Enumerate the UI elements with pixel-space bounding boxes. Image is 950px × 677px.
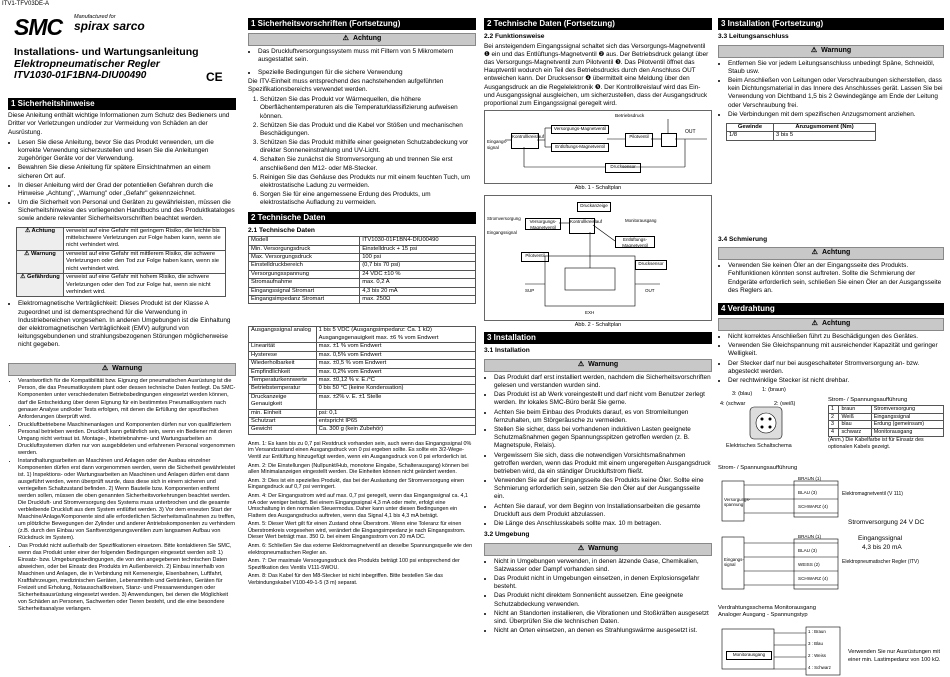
subsection-3-4: 3.4 Schmierung (718, 235, 768, 243)
table-row (249, 245, 476, 253)
table-row (249, 417, 476, 425)
table-cell: Versorgungsspannung (249, 270, 360, 278)
list-item: • Das Produkt nicht außerhalb der Spezifikationen einsetzen. Bitte kontaktieren Sie SMC, wenn das Produkt unter einer der folgenden Bedingungen eingesetzt werden soll: 1) Einsatz- bzw. Umgebungsbedingungen, die von den angegebenen technischen Daten abweichen, oder bei Einsatz des Produkts im Außenbereich. 2) Einbau innerhalb von Maschinen und Anlagen, die in Verbindung mit Kernenergie, Eisenbahnen, Luftfahrt, Kraftfahrzeugen, medizinischen Geräten, Lebensmitteln und Getränken, Geräten für Freizeit und Erholung, Notausschaltkreisen, Stanz- und Pressanwendungen oder Sicherheitsausrüstung eingesetzt werden. 3) Anwendungen, bei denen die Möglichkeit von Schäden an Personen, Sachwerten oder Tieren besteht, und die eine besondere Sicherheitsanalyse verlangen. (18, 543, 236, 613)
pin-4-label: 4: (schwar (720, 401, 746, 408)
spacer (718, 141, 944, 233)
list-item: • Der Stecker darf nur bei ausgeschalteter Stromversorgung an- bzw. abgesteckt werden. (728, 360, 944, 376)
connector-area (718, 387, 944, 455)
out-label: OUT (685, 129, 696, 136)
special-conditions (248, 69, 476, 77)
warning-triangle-icon: ⚠ (811, 249, 818, 257)
note: Anm. 7: Der maximale Versorgungsdruck des Produkts beträgt 100 psi entsprechend der Spezifikation des Ventils V111-5WOU. (248, 558, 460, 571)
input-signal-text: Eingangssignal (858, 534, 903, 542)
list-item: • Stellen Sie sicher, dass bei vorhandenen induktiven Lasten geeignete Schutzmaßnahmen gegen Spannungsspitzen getroffen werden (z. B. Magnetspule, Relais). (494, 426, 712, 451)
table-row (249, 376, 476, 384)
manufactured-for-text: Manufactured for (74, 14, 116, 20)
section-3-cont-heading: 3 Installation (Fortsetzung) (718, 18, 944, 30)
table-cell: 2 (829, 413, 839, 421)
monitor-wiring-subtitle: Analoger Ausgang - Spannungstyp (718, 612, 808, 619)
wire-table-title: Strom- / Spannungsaufführung (828, 397, 908, 404)
table-cell: Modell (249, 237, 360, 245)
table-cell: Einstelldruck + 15 psi (360, 245, 476, 253)
list-item: • Elektromagnetische Verträglichkeit: Dieses Produkt ist der Klasse A zugeordnet und ist dementsprechend für die Verwendung in Industriebereichen vorgesehen. In anderen Umgebungen ist die Einhaltung der elektromagnetischen Verträglichkeit (EMV) aufgrund von leitungsgebundenen und strahlungsbezogenen Störungen möglicherweise nicht gegeben. (18, 300, 236, 349)
section-4-heading: 4 Verdrahtung (718, 303, 944, 315)
note: Anm. 2: Die Einstellungen (Nullpunkt/Hub, monotone Eingabe, Schalterausgang) können bei allen Minimalanzeigen eingestellt werden. Die Einheiten können nicht geändert werden. (248, 462, 469, 476)
table-cell: Stromaufnahme (249, 279, 360, 287)
wire-table (828, 405, 944, 438)
section-1-cont-heading: 1 Sicherheitsvorschriften (Fortsetzung) (248, 18, 476, 30)
list-item: • Vergewissern Sie sich, dass die notwendigen Vorsichtsmaßnahmen getroffen werden, wenn das Produkt mit einem ungeregelten Ausgangsdruck betrieben wird, da ein ständiger Druckluftstrom fließt. (494, 452, 712, 477)
table-row (249, 254, 476, 262)
table-cell: 1 (829, 405, 839, 413)
table-cell: 24 VDC ±10 % (360, 270, 476, 278)
table-cell: max. 0,2% vom Endwert (316, 368, 475, 376)
subsection-3-1: 3.1 Installation (484, 347, 530, 355)
smc-logo: SMC (14, 14, 63, 40)
table-row (249, 368, 476, 376)
table-row (17, 274, 226, 297)
table-cell: ITV1030-01F1BN4-DIU00490 (360, 237, 476, 245)
exhaust-valve-box: Entlüftungs-Magnetventil (551, 143, 609, 152)
installation-warnings (484, 374, 712, 528)
table-cell: Monitorausgang (871, 429, 943, 437)
table-cell: Hysterese (249, 351, 317, 359)
doc-title: Installations- und Wartungsanleitung (14, 46, 199, 58)
warning-triangle-icon: ⚠ (810, 46, 818, 54)
pin-1-label: 1: (braun) (762, 387, 786, 394)
list-item: • Bewahren Sie diese Anleitung für spätere Einsichtnahmen an einem sicheren Ort auf. (18, 164, 236, 180)
table-cell: 4 (829, 429, 839, 437)
table-cell: 100 psi (360, 254, 476, 262)
power-supply-label: Stromversorgung (487, 216, 521, 222)
table-cell: Ausgangssignal analog (249, 327, 317, 343)
wire-label: WEISS (2) (798, 561, 820, 567)
note: Anm. 5: Dieser Wert gilt für einen Zustand ohne Überstrom. Wenn eine Toleranz für einen Überstromkreis vorgesehen wird, verändert die Eingangsimpedanz je nach Eingangsstrom. Dieser Wert beträgt max. 350 Ω. bei einem Eingangsstrom von 20 mA DC. (248, 521, 466, 541)
solenoid-valve-label: Elektromagnetventil (V 111) (842, 490, 903, 497)
table-row (249, 385, 476, 393)
monitor-pin: 4 : Schwarz (808, 665, 831, 671)
table-row (727, 123, 876, 131)
list-item: 5. Reinigen Sie das Gehäuse des Produkts nur mit einem feuchten Tuch, um elektrostatische Ladung zu vermeiden. (260, 174, 476, 190)
list-item: 3. Schützen Sie das Produkt mithilfe einer geeigneten Schutzabdeckung vor direkter Sonneneinstrahlung und UV-Licht. (260, 139, 476, 155)
model-number: ITV1030-01F1BN4-DIU00490 (14, 70, 147, 81)
schematic-figure-2 (484, 195, 712, 321)
wiring-diagram (718, 473, 944, 601)
list-item: • Lesen Sie diese Anleitung, bevor Sie das Produkt verwenden, um die korrekte Verwendung sicherzustellen und lesen Sie die Anleitungen zugehöriger Geräte vor der Verwendung. (18, 139, 236, 164)
wire-label: BRAUN (1) (798, 475, 821, 481)
warning-bar: ⚠ Warnung (484, 543, 712, 556)
table-row (829, 413, 944, 421)
table-cell: max. 0,5% vom Endwert (316, 351, 475, 359)
list-item: • Verantwortlich für die Kompatibilität bzw. Eignung der pneumatischen Ausrüstung ist die Person, die das Pneumatiksystem plant oder dessen technische Daten festlegt. Da SMC-Komponenten unter verschiedensten Betriebsbedingungen eingesetzt werden können, darf die Entscheidung über deren Eignung für ein bestimmtes Pneumatiksystem nach genauer Analyse und/oder Tests erfolgen, mit denen die Erfüllung der spezifischen Anforderungen überprüft wird. (18, 378, 236, 420)
emv-note (8, 300, 236, 349)
lubrication-list (718, 262, 944, 295)
table-row (249, 360, 476, 368)
table-header: Gewinde (727, 123, 774, 131)
supply-valve-box: Versorgungs-Magnetventil (525, 218, 561, 230)
column-4 (718, 16, 944, 671)
table-cell: Betriebstemperatur (249, 385, 317, 393)
list-item: • Verwenden Sie keinen Öler an der Eingangsseite des Produkts. Fehlfunktionen könnten sonst auftreten. Sollte die Schmierung der Endgeräte erforderlich sein, schließen Sie einen Öler an der Ausgangsseite des Reglers an. (728, 262, 944, 295)
input-signal-short-label: Eingangs-signal (724, 556, 744, 568)
table-cell: min. Einheit (249, 409, 317, 417)
section-2-cont-heading: 2 Technische Daten (Fortsetzung) (484, 18, 712, 30)
list-item: 6. Sorgen Sie für eine angemessene Erdung des Produkts, um elektrostatische Aufladung zu vermeiden. (260, 191, 476, 207)
wire-label: BLAU (3) (798, 489, 817, 495)
subsection-2-1: 2.1 Technische Daten (248, 226, 315, 234)
special-list (248, 96, 476, 207)
wire-label: SCHWARZ (4) (798, 503, 828, 509)
section-3-heading: 3 Installation (484, 332, 712, 344)
list-item: 1. Schützen Sie das Produkt vor Wärmequellen, die höhere Oberflächentemperaturen als die Temperaturklassifizierung aufweisen können. (260, 96, 476, 121)
table-row (829, 429, 944, 437)
list-item: • Verwenden Sie auf der Eingangsseite des Produkts keine Öler. Sollte eine Schmierung erforderlich sein, setzen Sie den Öler auf der Ausgangsseite ein. (494, 477, 712, 502)
list-item: • Der rechtwinklige Stecker ist nicht drehbar. (728, 377, 944, 385)
subsection-2-2: 2.2 Funktionsweise (484, 33, 545, 41)
table-row (249, 279, 476, 287)
caution-list (248, 48, 476, 64)
warning-bar: ⚠ Warnung (484, 359, 712, 372)
table-cell: Druckanzeige Genauigkeit (249, 393, 317, 409)
warning-list (8, 378, 236, 613)
caution-bar: ⚠ Achtung (248, 33, 476, 46)
signal-label: ⚠ Warnung (17, 250, 64, 273)
list-item: • Nicht in Umgebungen verwenden, in denen ätzende Gase, Chemikalien, Salzwasser oder Dampf vorhanden sind. (494, 558, 712, 574)
table-cell: Min. Versorgungsdruck (249, 245, 360, 253)
table-cell: 3 bis 5 (774, 132, 876, 140)
list-item: • Druckluftbetriebene Maschinenanlagen und Komponenten dürfen nur von qualifiziertem Personal betrieben werden. Druckluft kann gefährlich sein, wenn ein Bediener mit deren Umgang nicht vertraut ist. Montage-, Inbetriebnahme- und Wartungsarbeiten an Druckluftsystemen dürfen nur von ausgebildeten und erfahrenen Personal vorgenommen werden. (18, 422, 236, 457)
environment-warnings (484, 558, 712, 636)
list-item: 4. Schalten Sie zunächst die Stromversorgung ab und trennen Sie erst anschließend den M12- oder M8-Stecker. (260, 156, 476, 172)
table-cell: Weiß (839, 413, 871, 421)
table-cell: Eingangssignal (871, 413, 943, 421)
table-cell: Temperaturkennwerte (249, 376, 317, 384)
note: Anm. 1: Es kann bis zu 0,7 psi Restdruck vorhanden sein, auch wenn das Eingangssignal 0% im Versandzustand einen Ausgangsdruck von 0 psi ergeben sollte. Es sollte ein 3/2-Wege-Ventil zur Entlüftung hinzugefügt werden, wenn ein Ausgangsdruck von 0 psi erforderlich ist. (248, 440, 472, 460)
spirax-logo (74, 14, 145, 33)
table-cell: Wiederholbarkeit (249, 360, 317, 368)
list-item: • Verwenden Sie Gleichspannung mit ausreichender Kapazität und geringer Welligkeit. (728, 342, 944, 358)
svg-text:OUT: OUT (645, 288, 655, 294)
table-row (17, 250, 226, 273)
spec-table-1 (248, 236, 476, 304)
exhaust-valve-box: Entlüftungs-Magnetventil (615, 236, 655, 248)
column-2 (248, 16, 476, 667)
supply-voltage-label: Versorgungs-spannung (724, 496, 751, 508)
list-item: • Das Produkt nicht in Umgebungen einsetzen, in denen Explosionsgefahr besteht. (494, 575, 712, 591)
wiring-lines (718, 473, 944, 601)
table-row (249, 327, 476, 343)
supply-valve-box: Versorgungs-Magnetventil (551, 125, 609, 134)
table-row (249, 262, 476, 270)
table-header: Anzugsmoment (Nm) (774, 123, 876, 131)
table-row (249, 296, 476, 304)
list-item: • Die Verbindungen mit dem spezifischen Anzugsmoment anziehen. (728, 111, 944, 119)
safety-bullets (8, 139, 236, 224)
figure-2-caption: Abb. 2 - Schaltplan (574, 322, 622, 329)
warning-triangle-icon: ⚠ (811, 320, 818, 328)
section-2-heading: 2 Technische Daten (248, 212, 476, 224)
supply-24v-label: Stromversorgung 24 V DC (848, 518, 925, 526)
warning-triangle-icon: ⚠ (577, 544, 585, 552)
monitor-pin: 2 : Weiss (808, 653, 826, 659)
signal-text: verweist auf eine Gefahr mit mittlerem Risiko, die schwere Verletzungen oder den Tod zur Folge haben kann, wenn sie nicht verhindert wird. (64, 250, 226, 273)
pressure-sensor-box: Drucksensor (605, 163, 641, 173)
table-cell: braun (839, 405, 871, 413)
table-row (249, 270, 476, 278)
supply-pressure-label: Betriebsdruck (615, 114, 645, 120)
warning-triangle-icon: ⚠ (577, 360, 585, 368)
list-item: • Spezielle Bedingungen für die sichere Verwendung (258, 69, 476, 77)
list-item: • Entfernen Sie vor jedem Leitungsanschluss unbedingt Späne, Schneidöl, Staub usw. (728, 60, 944, 76)
table-row (727, 132, 876, 140)
wire-note: (Anm.) Die Kabelfarbe ist für Einsatz des optionalen Kabels gezeigt. (828, 437, 924, 450)
valve-body-drawing (485, 196, 713, 320)
table-cell: max. ±0,5 % vom Endwert (316, 360, 475, 368)
table-cell: (0,7 bis 70 psi) (360, 262, 476, 270)
column-1 (8, 96, 236, 667)
torque-table (726, 123, 876, 141)
doc-subtitle: Elektropneumatischer Regler (14, 58, 160, 70)
table-row (249, 426, 476, 434)
monitor-note: Verwenden Sie nur Ausrüstungen mit einer min. Lastimpedanz von 100 kΩ. (848, 649, 941, 663)
table-cell: Stromversorgung (871, 405, 943, 413)
signal-label: ⚠ Gefährdung (17, 274, 64, 297)
schematic-lines (485, 111, 713, 183)
pilot-valve-box: Pilotventil (521, 252, 549, 262)
list-item: • Achten Sie darauf, vor dem Beginn von Installationsarbeiten die gesamte Druckluft aus dem Produkt abzulassen. (494, 503, 712, 519)
signal-word-table (16, 227, 226, 298)
table-cell: max. 0,2 A (360, 279, 476, 287)
list-item: • Nicht an Standorten installieren, die Vibrationen und Stoßkräften ausgesetzt sind. Überprüfen Sie die technischen Daten. (494, 610, 712, 626)
table-row (829, 405, 944, 413)
caution-bar: ⚠ Achtung (718, 318, 944, 331)
list-item: • Das Produkt darf erst installiert werden, nachdem die Sicherheitsvorschriften gelesen und verstanden wurden sind. (494, 374, 712, 390)
list-item: • Achten Sie beim Einbau des Produkts darauf, es von Stromleitungen fernzuhalten, um Störgeräusche zu vermeiden. (494, 409, 712, 425)
partner-name: spirax sarco (74, 19, 145, 34)
ce-mark: CE (206, 70, 223, 84)
list-item: • Nicht korrektes Anschließen führt zu Beschädigungen des Gerätes. (728, 333, 944, 341)
monitor-diagram (718, 619, 944, 677)
table-cell: blau (839, 421, 871, 429)
table-cell: 4,3 bis 20 mA (360, 287, 476, 295)
table-row (17, 227, 226, 250)
input-signal-range: 4,3 bis 20 mA (862, 543, 902, 551)
svg-text:SUP: SUP (525, 288, 535, 294)
table-cell: 3 (829, 421, 839, 429)
table-cell: Gewicht (249, 426, 317, 434)
table-row (249, 351, 476, 359)
list-item: 2. Schützen Sie das Produkt und die Kabel vor Stößen und mechanischen Beschädigungen. (260, 122, 476, 138)
table-row (829, 421, 944, 429)
signal-text: verweist auf eine Gefahr mit geringem Risiko, die leichte bis mittelschwere Verletzungen zur Folge haben kann, wenn sie nicht verhindert wird. (64, 227, 226, 250)
warning-triangle-icon: ⚠ (24, 227, 32, 234)
list-item: • Das Druckluftversorgungssystem muss mit Filtern von 5 Mikrometern ausgestattet sein. (258, 48, 476, 64)
special-intro: Die ITV-Einheit muss entsprechend des nachstehenden aufgeführten Spezifikationsbereichs verwendet werden. (248, 77, 444, 93)
table-cell: max. ±0,12 % v. E./°C (316, 376, 475, 384)
piping-warnings (718, 60, 944, 119)
schematic-figure-1 (484, 110, 712, 184)
wire-table-block (828, 397, 944, 451)
list-item: • Instandhaltungsarbeiten an Maschinen und Anlagen oder der Ausbau einzelner Komponenten dürfen erst dann vorgenommen werden, wenn die Sicherheit gewährleistet ist. 1) Inspektions- oder Wartungsarbeiten an Maschinen und Anlagen dürfen erst dann ausgeführt werden, wenn überprüft wurde, dass diese sich in einem sicheren und verriegelten Schaltzustand befinden. 2) Wenn Bauteile bzw. Komponenten entfernt werden sollen, müssen die oben genannten Sicherheitsvorkehrungen beachtet werden. Die Druckluft- und Stromversorgung des Systems muss unterbrochen und die gesamte verbleibende Druckluft aus dem System entlüftet werden. 3) Vor dem erneuten Start der Maschine/Anlage/Komponente sind alle erforderlichen Sicherheitsmaßnahmen zu treffen, um plötzliche Bewegungen der Zylinder und anderer Antriebskomponenten zu verhindern (z.B. durch den Einbau von Sanftverzögerungsventilen zum langsamen Aufbau von Rückdruck im System). (18, 458, 236, 542)
table-cell: schwarz (839, 429, 871, 437)
subsection-3-3: 3.3 Leitungsanschluss (718, 33, 789, 41)
table-row (249, 409, 476, 417)
list-item: • In dieser Anleitung wird der Grad der potentiellen Gefahren durch die Hinweise „Achtung", „Warnung" oder „Gefahr" gekennzeichnet. (18, 182, 236, 198)
table-cell: max. 250Ω (360, 296, 476, 304)
table-cell: max. ±2% v. E. ±1 Stelle (316, 393, 475, 409)
table-cell: Linearität (249, 343, 317, 351)
table-cell: Schutzart (249, 417, 317, 425)
table-cell: Einstelldruckbereich (249, 262, 360, 270)
svg-text:EXH: EXH (585, 310, 595, 316)
pilot-valve-box: Pilotventil (625, 133, 653, 147)
table-cell: max. ±1 % vom Endwert (316, 343, 475, 351)
column-3 (484, 16, 712, 667)
table-row (249, 393, 476, 409)
warning-triangle-icon: ⚠ (101, 365, 109, 373)
monitor-pin: 3 : Blau (808, 641, 823, 647)
table-row (249, 343, 476, 351)
warning-triangle-icon: ⚠ (20, 274, 27, 281)
control-circuit-box: Kontrollkreislauf (569, 218, 595, 234)
list-item: • Das Produkt ist ab Werk voreingestellt und darf nicht vom Benutzer zerlegt werden. Ihr lokales SMC-Büro berät Sie gerne. (494, 391, 712, 407)
table-cell: Ca. 300 g (kein Zubehör) (316, 426, 475, 434)
pin-2-label: 2: (weiß) (774, 401, 796, 408)
caution-bar: ⚠ Achtung (718, 247, 944, 260)
table-cell: entspricht IP65 (316, 417, 475, 425)
list-item: • Nicht an Orten einsetzen, an denen es Strahlungswärme ausgesetzt ist. (494, 627, 712, 635)
table-cell: Empfindlichkeit (249, 368, 317, 376)
pressure-sensor-box: Drucksensor (635, 260, 667, 270)
table-row (249, 287, 476, 295)
function-text: Bei ansteigendem Eingangssignal schaltet sich das Versorgungs-Magnetventil ❶ ein und das Entlüftungs-Magnetventil ❷ aus. Der Betriebsdruck gelangt über das Versorgungs-Magnetventil zum Pilotventil ❸. Das Pilotventil öffnet das Hauptventil wodurch ein Teil des Betriebsdrucks durch den Anschluss OUT entweichen kann. Der Drucksensor ❹ übermittelt eine Meldung über den Ausgangsdruck an die Regelelektronik ❺. Der Kontrollkreislauf wird das Ein- und Ausgangssignal ausgleichen, um sicherzustellen, dass der Ausgangsdruck proportional zum Eingangssignal geregelt wird. (484, 42, 709, 107)
table-cell: Eingangsimpedanz Stromart (249, 296, 360, 304)
connector-caption: Elektrisches Schaltschema (726, 443, 792, 450)
table-cell: 1 bis 5 VDC (Ausgangsimpedanz: Ca. 1 kΩ) Ausgangsgenauigkeit max. ±6 % vom Endwert (316, 327, 475, 343)
subsection-3-2: 3.2 Umgebung (484, 531, 530, 539)
table-cell: Max. Versorgungsdruck (249, 254, 360, 262)
list-item: • Beim Anschließen von Leitungen oder Verschraubungen sicherstellen, dass kein Dichtungsmaterial in das Innere des Anschlusses gerät. Lassen Sie bei Verwendung von Dichtband 1,5 bis 2 Gewindegänge am Ende der Leitung oder Verschraubung frei. (728, 77, 944, 110)
table-row (249, 237, 476, 245)
table-cell: Eingangssignal Stromart (249, 287, 360, 295)
control-circuit-box: Kontrollkreislauf (511, 133, 539, 149)
table-cell: psi: 0,1 (316, 409, 475, 417)
wiring-cautions (718, 333, 944, 385)
wire-label: SCHWARZ (4) (798, 575, 828, 581)
pin-3-label: 3: (blau) (732, 391, 753, 398)
wiring-diagram-title: Strom- / Spannungsaufführung (718, 465, 798, 472)
spec-table-2 (248, 326, 476, 434)
monitor-output-label: Monitorausgang (625, 218, 657, 224)
section-1-heading: 1 Sicherheitshinweise (8, 98, 236, 110)
regulator-label: Elektropneumatischer Regler (ITV) (842, 558, 919, 565)
warning-triangle-icon: ⚠ (24, 250, 31, 257)
note: Anm. 3: Dies ist ein spezielles Produkt, das bei der Auslastung der Stromversorgung einen Eingangsdruck auf 0,7 psi verringert. (248, 477, 465, 491)
monitor-wiring-title: Verdrahtungsschema Monitorausgang (718, 604, 816, 611)
table-cell: 0 bis 50 °C (keine Kondensation) (316, 385, 475, 393)
monitor-output-box: Monitorausgang (726, 651, 772, 660)
input-signal-label: Eingangs-signal (487, 139, 508, 150)
list-item: • Die Länge des Anschlusskabels sollte max. 10 m betragen. (494, 520, 712, 528)
input-signal-label: Eingangssignal (487, 230, 517, 236)
table-cell: 1/8 (727, 132, 774, 140)
signal-text: verweist auf eine Gefahr mit hohem Risiko, die schwere Verletzungen oder den Tod zur Folge hat, wenn sie nicht verhindert wird. (64, 274, 226, 297)
document-code: ITV1-TFV03DE-A (2, 1, 50, 7)
note: Anm. 4: Der Eingangsstrom wird auf max. 0,7 psi geregelt, wenn das Eingangssignal ca. 4,1 mA oder weniger beträgt. Bei einem Eingangssignal 4,3 mA oder mehr, erfolgt eine Umschaltung in den normalen Steuermodus. Daher kann unter diesen Bedingungen ein Flattern des Ausgangsdrucks auftreten, wenn das Signal 4,1 bis 4,3 mA beträgt. (248, 492, 468, 519)
figure-1-caption: Abb. 1 - Schaltplan (574, 185, 622, 192)
warning-bar: ⚠ Warnung (718, 45, 944, 58)
note: Anm. 8: Das Kabel für den M8-Stecker ist nicht inbegriffen. Bitte bestellen Sie das Verbindungskabel V100-49-1-5 (3 m) separat. (248, 573, 443, 587)
warning-triangle-icon: ⚠ (342, 35, 349, 43)
table-cell: Erdung (gemeinsam) (871, 421, 943, 429)
connector-icon (748, 405, 784, 441)
warning-bar: ⚠ Warnung (8, 363, 236, 376)
wire-label: BRAUN (1) (798, 533, 821, 539)
notes (248, 441, 476, 587)
wire-label: BLAU (3) (798, 547, 817, 553)
list-item: • Um die Sicherheit von Personal und Geräten zu gewährleisten, müssen die Sicherheitshinweise des vorliegenden Handbuchs und des Produktkataloges sowie andere relevanter Sicherheitsvorschriften beachtet werden. (18, 199, 236, 224)
list-item: • Das Produkt nicht direktem Sonnenlicht aussetzen. Eine geeignete Schutzabdeckung verwenden. (494, 592, 712, 608)
pressure-display-box: Druckanzeige (577, 202, 611, 212)
note: Anm. 6: Schließen Sie das externe Elektromagnetventil an dieselbe Spannungsquelle wie den elektropneumatischen Regler an. (248, 543, 473, 556)
title-block (14, 46, 234, 81)
signal-label: ⚠ Achtung (17, 227, 64, 250)
monitor-lines (718, 619, 944, 677)
monitor-pin: 1 : Braun (808, 629, 826, 635)
intro-text: Diese Anleitung enthält wichtige Informationen zum Schutz des Bedieners und Dritter vor Verletzungen und/oder zur Vermeidung von Schäden an der Ausrüstung. (8, 112, 230, 136)
